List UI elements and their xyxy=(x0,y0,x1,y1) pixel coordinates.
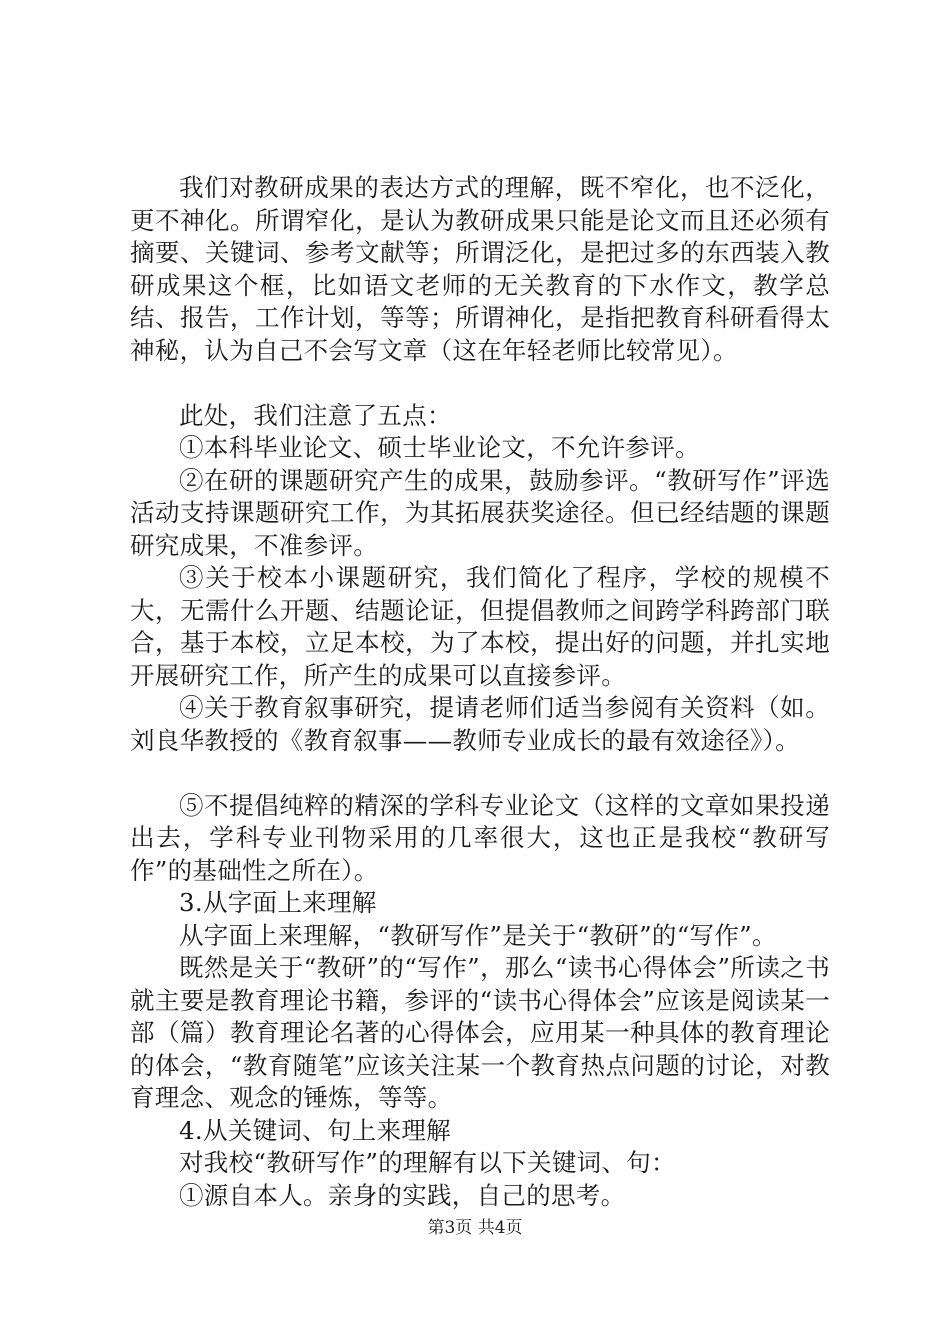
paragraph-point-5: ⑤不提倡纯粹的精深的学科专业论文（这样的文章如果投递出去，学科专业刊物采用的几率很大，这也正是我校“教研写作”的基础性之所在）。 xyxy=(130,790,830,885)
paragraph-point-4: ④关于教育叙事研究，提请老师们适当参阅有关资料（如。刘良华教授的《教育叙事——教师专业成长的最有效途径》）。 xyxy=(130,693,830,755)
page-number-footer: 第3页 共4页 xyxy=(427,1218,523,1238)
paragraph-literal-meaning: 从字面上来理解，“教研写作”是关于“教研”的“写作”。 xyxy=(179,920,777,950)
paragraph-point-1: ①本科毕业论文、硕士毕业论文，不允许参评。 xyxy=(179,433,700,462)
paragraph-keywords-intro: 对我校“教研写作”的理解有以下关键词、句： xyxy=(179,1148,676,1177)
paragraph-reading-notes: 既然是关于“教研”的“写作”，那么“读书心得体会”所读之书就主要是教育理论书籍，参评的“读书心得体会”应该是阅读某一部（篇）教育理论名著的心得体会，应用某一种具体的教育理论的体会，“教育随笔”应该关注某一个教育热点问题的讨论，对教育理念、观念的锤炼，等等。 xyxy=(130,953,830,1112)
paragraph-point-2: ②在研的课题研究产生的成果，鼓励参评。“教研写作”评选活动支持课题研究工作，为其拓展获奖途径。但已经结题的课题研究成果，不准参评。 xyxy=(130,465,830,560)
paragraph-five-points-intro: 此处，我们注意了五点： xyxy=(179,400,452,430)
section-heading-4: 4.从关键词、句上来理解 xyxy=(179,1115,451,1145)
paragraph-keyword-1: ①源自本人。亲身的实践，自己的思考。 xyxy=(179,1180,626,1210)
document-body xyxy=(130,172,830,1212)
paragraph-expression-understanding: 我们对教研成果的表达方式的理解，既不窄化，也不泛化，更不神化。所谓窄化，是认为教研成果只能是论文而且还必须有摘要、关键词、参考文献等；所谓泛化，是把过多的东西装入教研成果这个框，比如语文老师的无关教育的下水作文，教学总结、报告，工作计划，等等；所谓神化，是指把教育科研看得太神秘，认为自己不会写文章（这在年轻老师比较常见）。 xyxy=(130,173,830,365)
section-heading-3: 3.从字面上来理解 xyxy=(179,888,377,917)
paragraph-point-3: ③关于校本小课题研究，我们简化了程序，学校的规模不大，无需什么开题、结题论证，但提倡教师之间跨学科跨部门联合，基于本校，立足本校，为了本校，提出好的问题，并扎实地开展研究工作，所产生的成果可以直接参评。 xyxy=(130,563,830,690)
